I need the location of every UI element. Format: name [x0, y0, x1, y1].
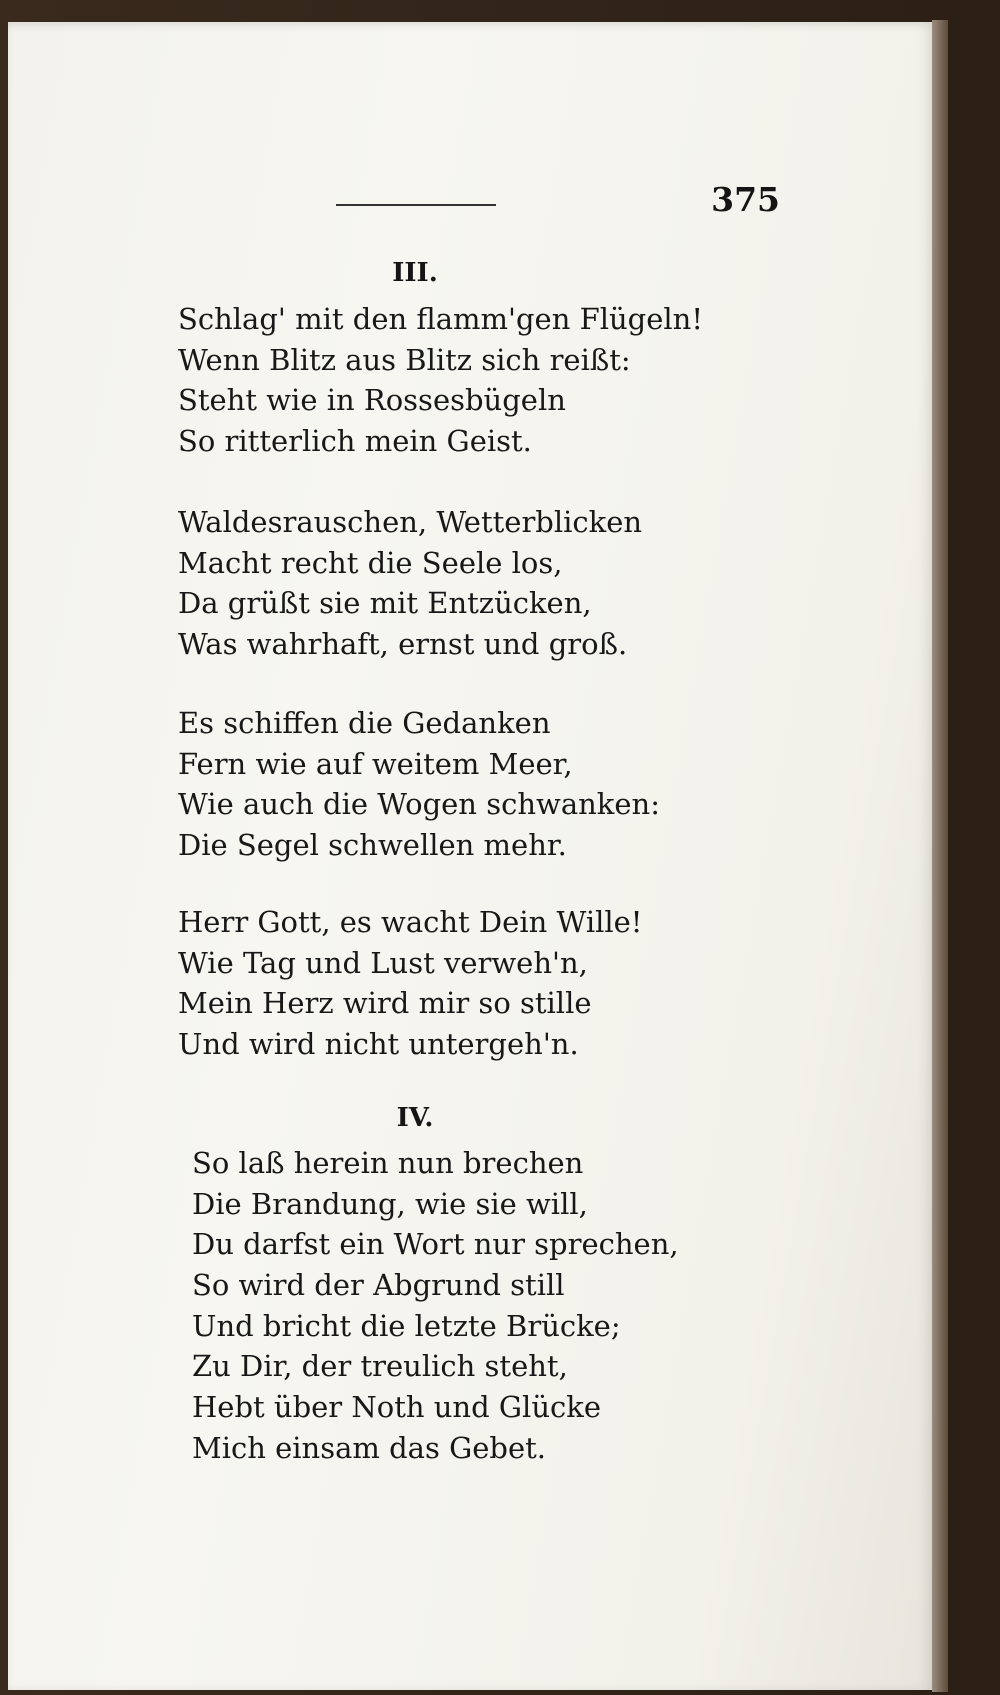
- poem-line: Zu Dir, der treulich steht,: [192, 1349, 568, 1384]
- poem-line: Wie Tag und Lust verweh'n,: [178, 945, 588, 980]
- poem-line: So ritterlich mein Geist.: [178, 424, 532, 459]
- stanza: [178, 299, 703, 462]
- poem-line: Und wird nicht untergeh'n.: [178, 1027, 579, 1062]
- poem-line: Du darfst ein Wort nur sprechen,: [192, 1227, 679, 1262]
- poem-line: Herr Gott, es wacht Dein Wille!: [178, 905, 643, 939]
- poem-line: Macht recht die Seele los,: [178, 545, 563, 580]
- poem-line: Wie auch die Wogen schwanken:: [178, 787, 660, 822]
- poem-line: Mein Herz wird mir so stille: [178, 986, 592, 1021]
- poem-line: Da grüßt sie mit Entzücken,: [178, 586, 592, 621]
- section-title-iv: IV.: [396, 1103, 434, 1133]
- header-rule: [336, 204, 496, 206]
- page-edge: [932, 20, 948, 1692]
- stanza: [178, 502, 642, 665]
- poem-line: Mich einsam das Gebet.: [192, 1430, 546, 1465]
- poem-line: Die Segel schwellen mehr.: [178, 828, 567, 863]
- poem-line: Steht wie in Rossesbügeln: [178, 383, 566, 418]
- poem-line: Was wahrhaft, ernst und groß.: [178, 627, 628, 662]
- poem-line: Und bricht die letzte Brücke;: [192, 1308, 621, 1343]
- poem-line: Die Brandung, wie sie will,: [192, 1186, 588, 1221]
- poem-line: Es schiffen die Gedanken: [178, 706, 551, 740]
- page-number: 375: [711, 180, 780, 219]
- section-title-iii: III.: [392, 258, 438, 288]
- poem-line: So laß herein nun brechen: [192, 1146, 584, 1180]
- poem-line: Waldesrauschen, Wetterblicken: [178, 505, 643, 539]
- poem-line: Fern wie auf weitem Meer,: [178, 746, 573, 781]
- poem-line: So wird der Abgrund still: [192, 1268, 565, 1303]
- poem-line: Schlag' mit den flamm'gen Flügeln!: [178, 302, 704, 336]
- poem-line: Wenn Blitz aus Blitz sich reißt:: [178, 342, 631, 377]
- poem-line: Hebt über Noth und Glücke: [192, 1390, 601, 1425]
- stanza: [192, 1143, 679, 1469]
- stanza: [178, 703, 660, 866]
- stanza: [178, 902, 642, 1065]
